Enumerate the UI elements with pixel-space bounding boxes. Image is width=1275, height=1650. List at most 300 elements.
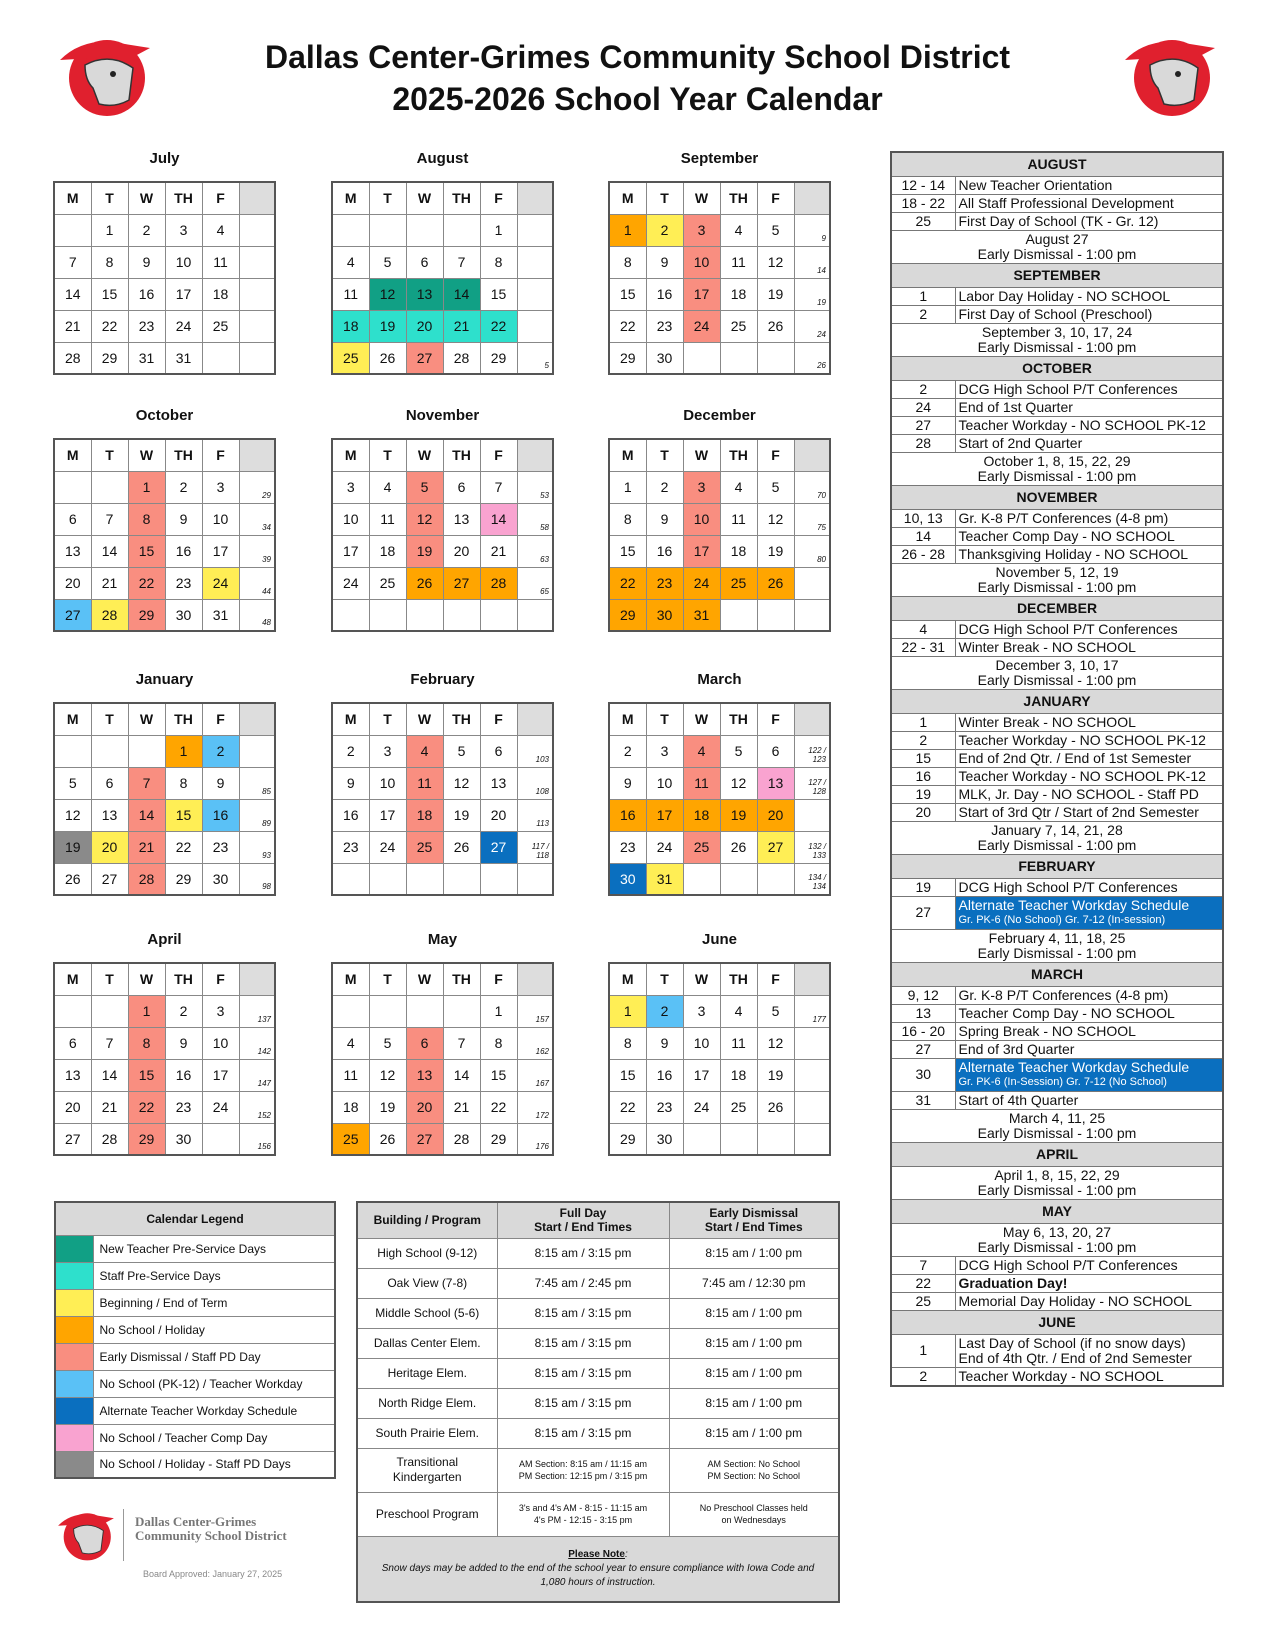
calendar-day: 23	[646, 1091, 683, 1123]
calendar-day: 20	[406, 1091, 443, 1123]
title-line-2: 2025-2026 School Year Calendar	[392, 81, 883, 117]
calendar-day: 21	[480, 535, 517, 567]
building-name: Middle School (5-6)	[357, 1298, 497, 1328]
weekday-header: TH	[443, 439, 480, 471]
weekday-header: F	[202, 439, 239, 471]
calendar-day: 16	[165, 1059, 202, 1091]
calendar-day: 4	[332, 1027, 369, 1059]
calendar-day: 19	[757, 1059, 794, 1091]
calendar-day: 12	[757, 503, 794, 535]
month-february	[331, 669, 554, 896]
calendar-day: 13	[406, 278, 443, 310]
month-name: May	[427, 931, 458, 948]
event-month-header: JUNE	[891, 1310, 1223, 1334]
early-dismissal-dates: October 1, 8, 15, 22, 29 Early Dismissal - 1:00 pm	[891, 452, 1223, 485]
event-description: Gr. K-8 P/T Conferences (4-8 pm)	[955, 509, 1223, 527]
calendar-day: 4	[720, 995, 757, 1027]
weekday-header: TH	[165, 703, 202, 735]
calendar-day	[369, 214, 406, 246]
event-date: 1	[891, 287, 955, 305]
event-description: Labor Day Holiday - NO SCHOOL	[955, 287, 1223, 305]
calendar-day: 8	[128, 1027, 165, 1059]
day-count: 162	[517, 1027, 553, 1059]
weekday-header: TH	[443, 703, 480, 735]
day-count	[517, 214, 553, 246]
calendar-day: 4	[202, 214, 239, 246]
calendar-day	[91, 995, 128, 1027]
day-count: 19	[794, 278, 830, 310]
calendar-day: 26	[757, 1091, 794, 1123]
calendar-day: 13	[54, 535, 91, 567]
event-month-header: FEBRUARY	[891, 854, 1223, 878]
day-count: 14	[794, 246, 830, 278]
event-description: DCG High School P/T Conferences	[955, 1256, 1223, 1274]
legend-label: No School / Teacher Comp Day	[93, 1424, 335, 1451]
full-day-time: 8:15 am / 3:15 pm	[497, 1298, 669, 1328]
calendar-day: 8	[165, 767, 202, 799]
weekday-header: TH	[165, 439, 202, 471]
weekday-header: M	[609, 182, 646, 214]
weekday-header: F	[757, 963, 794, 995]
calendar-day: 25	[369, 567, 406, 599]
month-grid	[331, 702, 554, 896]
calendar-day: 21	[443, 310, 480, 342]
day-count	[794, 1027, 830, 1059]
calendar-day: 5	[369, 1027, 406, 1059]
day-count: 53	[517, 471, 553, 503]
snow-day-note: Please Note: Snow days may be added to the end of the school year to ensure compliance with Iowa Code and 1,080 hours of instruction.	[357, 1536, 839, 1602]
event-date: 4	[891, 620, 955, 638]
calendar-day: 21	[128, 831, 165, 863]
calendar-day: 24	[165, 310, 202, 342]
weekday-header: TH	[720, 703, 757, 735]
weekday-header: F	[480, 439, 517, 471]
early-dismissal-dates: February 4, 11, 18, 25 Early Dismissal - 1:00 pm	[891, 929, 1223, 962]
event-description: Winter Break - NO SCHOOL	[955, 638, 1223, 656]
count-header	[794, 703, 830, 735]
early-dismissal-time: 8:15 am / 1:00 pm	[669, 1298, 839, 1328]
event-month-header: SEPTEMBER	[891, 263, 1223, 287]
weekday-header: T	[91, 182, 128, 214]
event-date: 28	[891, 434, 955, 452]
month-name: April	[147, 931, 182, 948]
calendar-day: 18	[720, 535, 757, 567]
calendar-day: 6	[54, 1027, 91, 1059]
calendar-day: 24	[683, 310, 720, 342]
calendar-day: 6	[406, 1027, 443, 1059]
calendar-day: 3	[683, 214, 720, 246]
calendar-day: 25	[720, 310, 757, 342]
weekday-header: W	[406, 439, 443, 471]
event-date: 27	[891, 896, 955, 929]
month-september	[608, 148, 831, 375]
calendar-day	[54, 735, 91, 767]
event-description: Start of 3rd Qtr / Start of 2nd Semester	[955, 803, 1223, 821]
calendar-day: 22	[165, 831, 202, 863]
calendar-day: 26	[757, 567, 794, 599]
calendar-day: 17	[683, 278, 720, 310]
day-count: 70	[794, 471, 830, 503]
calendar-day: 16	[202, 799, 239, 831]
calendar-day: 11	[332, 278, 369, 310]
calendar-day: 27	[406, 1123, 443, 1155]
calendar-day: 13	[406, 1059, 443, 1091]
calendar-day: 26	[720, 831, 757, 863]
calendar-day: 24	[202, 567, 239, 599]
title-line-1: Dallas Center-Grimes Community School District	[264, 39, 1011, 75]
full-day-time: 8:15 am / 3:15 pm	[497, 1328, 669, 1358]
calendar-day: 26	[406, 567, 443, 599]
calendar-day: 14	[91, 1059, 128, 1091]
event-date: 1	[891, 713, 955, 731]
calendar-day: 22	[128, 1091, 165, 1123]
day-count: 137	[239, 995, 275, 1027]
event-month-header: NOVEMBER	[891, 485, 1223, 509]
calendar-day: 2	[165, 471, 202, 503]
month-grid	[608, 702, 831, 896]
legend-swatch	[55, 1370, 93, 1397]
building-times-table	[356, 1201, 840, 1603]
weekday-header: T	[369, 439, 406, 471]
event-date: 13	[891, 1004, 955, 1022]
month-name: September	[680, 150, 759, 167]
early-dismissal-dates: May 6, 13, 20, 27 Early Dismissal - 1:00 pm	[891, 1223, 1223, 1256]
calendar-day: 25	[683, 831, 720, 863]
calendar-day: 19	[54, 831, 91, 863]
calendar-day: 18	[683, 799, 720, 831]
early-dismissal-time: 8:15 am / 1:00 pm	[669, 1328, 839, 1358]
calendar-day: 9	[646, 1027, 683, 1059]
calendar-day: 12	[369, 1059, 406, 1091]
building-name: South Prairie Elem.	[357, 1418, 497, 1448]
month-grid	[331, 962, 554, 1156]
day-count	[239, 278, 275, 310]
calendar-day	[128, 735, 165, 767]
event-date: 16	[891, 767, 955, 785]
event-description: Teacher Workday - NO SCHOOL PK-12	[955, 767, 1223, 785]
preschool-full: 3's and 4's AM - 8:15 - 11:15 am 4's PM - 12:15 - 3:15 pm	[497, 1492, 669, 1536]
event-date: 14	[891, 527, 955, 545]
calendar-day: 10	[332, 503, 369, 535]
calendar-day: 26	[54, 863, 91, 895]
footer-district-name-1: Dallas Center-Grimes	[135, 1514, 257, 1529]
calendar-day: 11	[683, 767, 720, 799]
calendar-day	[91, 735, 128, 767]
calendar-day: 28	[91, 1123, 128, 1155]
calendar-day: 19	[369, 310, 406, 342]
weekday-header: M	[609, 963, 646, 995]
day-count: 98	[239, 863, 275, 895]
calendar-day: 24	[202, 1091, 239, 1123]
calendar-day: 23	[646, 567, 683, 599]
calendar-day: 12	[54, 799, 91, 831]
event-date: 20	[891, 803, 955, 821]
day-count	[517, 246, 553, 278]
calendar-day: 9	[646, 246, 683, 278]
calendar-day: 18	[720, 1059, 757, 1091]
legend-label: No School / Holiday	[93, 1316, 335, 1343]
event-description: Teacher Workday - NO SCHOOL PK-12	[955, 416, 1223, 434]
calendar-day: 14	[443, 278, 480, 310]
day-count: 157	[517, 995, 553, 1027]
calendar-day	[369, 599, 406, 631]
weekday-header: T	[369, 182, 406, 214]
calendar-day: 16	[128, 278, 165, 310]
weekday-header: M	[332, 439, 369, 471]
calendar-day: 8	[609, 246, 646, 278]
early-dismissal-time: 8:15 am / 1:00 pm	[669, 1358, 839, 1388]
event-description: Alternate Teacher Workday Schedule Gr. PK-6 (In-Session) Gr. 7-12 (No School)	[955, 1058, 1223, 1091]
weekday-header: F	[757, 182, 794, 214]
weekday-header: F	[480, 182, 517, 214]
legend-label: Beginning / End of Term	[93, 1289, 335, 1316]
calendar-day: 5	[757, 995, 794, 1027]
calendar-day	[332, 995, 369, 1027]
count-header	[517, 439, 553, 471]
event-date: 31	[891, 1091, 955, 1109]
calendar-day: 21	[54, 310, 91, 342]
day-count	[794, 1123, 830, 1155]
calendar-day: 19	[406, 535, 443, 567]
calendar-day: 29	[128, 1123, 165, 1155]
calendar-day: 24	[646, 831, 683, 863]
calendar-day: 17	[202, 535, 239, 567]
month-grid	[608, 962, 831, 1156]
calendar-day: 28	[128, 863, 165, 895]
calendar-day: 30	[165, 599, 202, 631]
calendar-day: 18	[720, 278, 757, 310]
calendar-day: 8	[91, 246, 128, 278]
calendar-day: 1	[609, 995, 646, 1027]
calendar-day: 31	[683, 599, 720, 631]
early-dismissal-dates: August 27 Early Dismissal - 1:00 pm	[891, 230, 1223, 263]
building-name: Oak View (7-8)	[357, 1268, 497, 1298]
calendar-day	[332, 863, 369, 895]
day-count: 156	[239, 1123, 275, 1155]
calendar-day	[332, 214, 369, 246]
calendar-day: 1	[609, 471, 646, 503]
calendar-day: 1	[91, 214, 128, 246]
weekday-header: TH	[720, 182, 757, 214]
calendar-day: 4	[720, 214, 757, 246]
event-description: Graduation Day!	[955, 1274, 1223, 1292]
calendar-day: 22	[609, 1091, 646, 1123]
calendar-day	[720, 342, 757, 374]
times-header-early: Early Dismissal Start / End Times	[669, 1202, 839, 1238]
calendar-day: 15	[609, 278, 646, 310]
calendar-day: 17	[165, 278, 202, 310]
event-date: 9, 12	[891, 986, 955, 1004]
calendar-day: 26	[369, 1123, 406, 1155]
calendar-day: 7	[443, 1027, 480, 1059]
weekday-header: M	[54, 703, 91, 735]
day-count: 93	[239, 831, 275, 863]
calendar-day: 9	[609, 767, 646, 799]
event-month-header: APRIL	[891, 1142, 1223, 1166]
calendar-day: 13	[757, 767, 794, 799]
calendar-day: 5	[443, 735, 480, 767]
calendar-day: 7	[91, 1027, 128, 1059]
calendar-day: 11	[202, 246, 239, 278]
event-description: Teacher Workday - NO SCHOOL	[955, 1367, 1223, 1386]
calendar-day	[202, 1123, 239, 1155]
event-date: 2	[891, 380, 955, 398]
weekday-header: M	[609, 439, 646, 471]
event-date: 1	[891, 1334, 955, 1367]
event-date: 30	[891, 1058, 955, 1091]
calendar-day	[443, 995, 480, 1027]
calendar-day: 3	[369, 735, 406, 767]
calendar-day: 15	[609, 1059, 646, 1091]
weekday-header: F	[202, 182, 239, 214]
calendar-day: 17	[202, 1059, 239, 1091]
weekday-header: M	[609, 703, 646, 735]
calendar-day	[332, 599, 369, 631]
weekday-header: TH	[443, 963, 480, 995]
day-count: 34	[239, 503, 275, 535]
events-list	[890, 151, 1224, 1387]
building-name: High School (9-12)	[357, 1238, 497, 1268]
count-header	[794, 439, 830, 471]
weekday-header: W	[128, 182, 165, 214]
calendar-day: 17	[683, 535, 720, 567]
calendar-day: 3	[165, 214, 202, 246]
calendar-day: 21	[91, 1091, 128, 1123]
page-title	[180, 36, 1095, 120]
count-header	[794, 963, 830, 995]
weekday-header: T	[646, 963, 683, 995]
event-date: 26 - 28	[891, 545, 955, 563]
calendar-day: 23	[609, 831, 646, 863]
month-grid	[608, 181, 831, 375]
times-header-building: Building / Program	[357, 1202, 497, 1238]
weekday-header: W	[128, 439, 165, 471]
calendar-day: 3	[202, 995, 239, 1027]
calendar-day: 7	[443, 246, 480, 278]
calendar-day: 22	[609, 567, 646, 599]
calendar-day: 31	[165, 342, 202, 374]
event-date: 18 - 22	[891, 194, 955, 212]
day-count	[517, 278, 553, 310]
calendar-day: 24	[332, 567, 369, 599]
legend-label: New Teacher Pre-Service Days	[93, 1235, 335, 1262]
early-dismissal-time: 8:15 am / 1:00 pm	[669, 1388, 839, 1418]
calendar-day: 21	[91, 567, 128, 599]
calendar-day: 17	[646, 799, 683, 831]
calendar-day: 11	[720, 1027, 757, 1059]
event-date: 2	[891, 1367, 955, 1386]
month-grid	[331, 181, 554, 375]
calendar-day: 6	[406, 246, 443, 278]
calendar-day: 20	[406, 310, 443, 342]
calendar-day: 20	[54, 1091, 91, 1123]
weekday-header: F	[757, 439, 794, 471]
calendar-day: 12	[369, 278, 406, 310]
calendar-day: 25	[332, 1123, 369, 1155]
calendar-day: 28	[443, 342, 480, 374]
calendar-day: 1	[609, 214, 646, 246]
tk-early: AM Section: No School PM Section: No School	[669, 1448, 839, 1492]
tk-full: AM Section: 8:15 am / 11:15 am PM Section: 12:15 pm / 3:15 pm	[497, 1448, 669, 1492]
calendar-day: 12	[757, 1027, 794, 1059]
calendar-day	[443, 214, 480, 246]
event-description: Start of 4th Quarter	[955, 1091, 1223, 1109]
calendar-day: 18	[332, 1091, 369, 1123]
calendar-day: 3	[683, 995, 720, 1027]
weekday-header: TH	[165, 182, 202, 214]
calendar-day: 3	[202, 471, 239, 503]
event-month-header: AUGUST	[891, 152, 1223, 176]
calendar-day: 30	[202, 863, 239, 895]
calendar-day: 9	[165, 1027, 202, 1059]
count-header	[517, 703, 553, 735]
calendar-day: 27	[54, 1123, 91, 1155]
weekday-header: F	[480, 963, 517, 995]
weekday-header: T	[369, 703, 406, 735]
legend-label: Staff Pre-Service Days	[93, 1262, 335, 1289]
event-description: First Day of School (Preschool)	[955, 305, 1223, 323]
calendar-day: 2	[646, 471, 683, 503]
month-december	[608, 405, 831, 632]
calendar-day: 1	[128, 995, 165, 1027]
calendar-day: 4	[332, 246, 369, 278]
calendar-day: 29	[480, 342, 517, 374]
month-grid	[53, 181, 276, 375]
calendar-day: 12	[443, 767, 480, 799]
calendar-day: 19	[720, 799, 757, 831]
calendar-day: 3	[683, 471, 720, 503]
calendar-day: 23	[165, 567, 202, 599]
month-name: March	[697, 671, 742, 688]
day-count: 26	[794, 342, 830, 374]
calendar-day: 16	[609, 799, 646, 831]
calendar-day: 14	[480, 503, 517, 535]
early-dismissal-time: 8:15 am / 1:00 pm	[669, 1418, 839, 1448]
day-count: 48	[239, 599, 275, 631]
early-dismissal-dates: January 7, 14, 21, 28 Early Dismissal - 1:00 pm	[891, 821, 1223, 854]
calendar-day: 9	[128, 246, 165, 278]
calendar-day: 25	[406, 831, 443, 863]
weekday-header: TH	[165, 963, 202, 995]
calendar-day	[91, 471, 128, 503]
calendar-day: 28	[91, 599, 128, 631]
calendar-day: 29	[609, 1123, 646, 1155]
day-count: 147	[239, 1059, 275, 1091]
event-date: 22 - 31	[891, 638, 955, 656]
count-header	[239, 963, 275, 995]
calendar-day: 29	[91, 342, 128, 374]
legend-swatch	[55, 1235, 93, 1262]
calendar-day: 27	[91, 863, 128, 895]
calendar-day: 18	[369, 535, 406, 567]
calendar-day: 4	[720, 471, 757, 503]
calendar-day: 13	[91, 799, 128, 831]
weekday-header: T	[91, 963, 128, 995]
calendar-day: 7	[54, 246, 91, 278]
calendar-day: 1	[165, 735, 202, 767]
legend-label: Early Dismissal / Staff PD Day	[93, 1343, 335, 1370]
calendar-day: 16	[165, 535, 202, 567]
calendar-day: 26	[369, 342, 406, 374]
calendar-day: 27	[406, 342, 443, 374]
weekday-header: M	[54, 439, 91, 471]
event-description: Teacher Comp Day - NO SCHOOL	[955, 527, 1223, 545]
calendar-day: 23	[646, 310, 683, 342]
calendar-day: 31	[128, 342, 165, 374]
calendar-day: 23	[165, 1091, 202, 1123]
event-description: Alternate Teacher Workday Schedule Gr. PK-6 (No School) Gr. 7-12 (In-session)	[955, 896, 1223, 929]
calendar-day: 5	[406, 471, 443, 503]
